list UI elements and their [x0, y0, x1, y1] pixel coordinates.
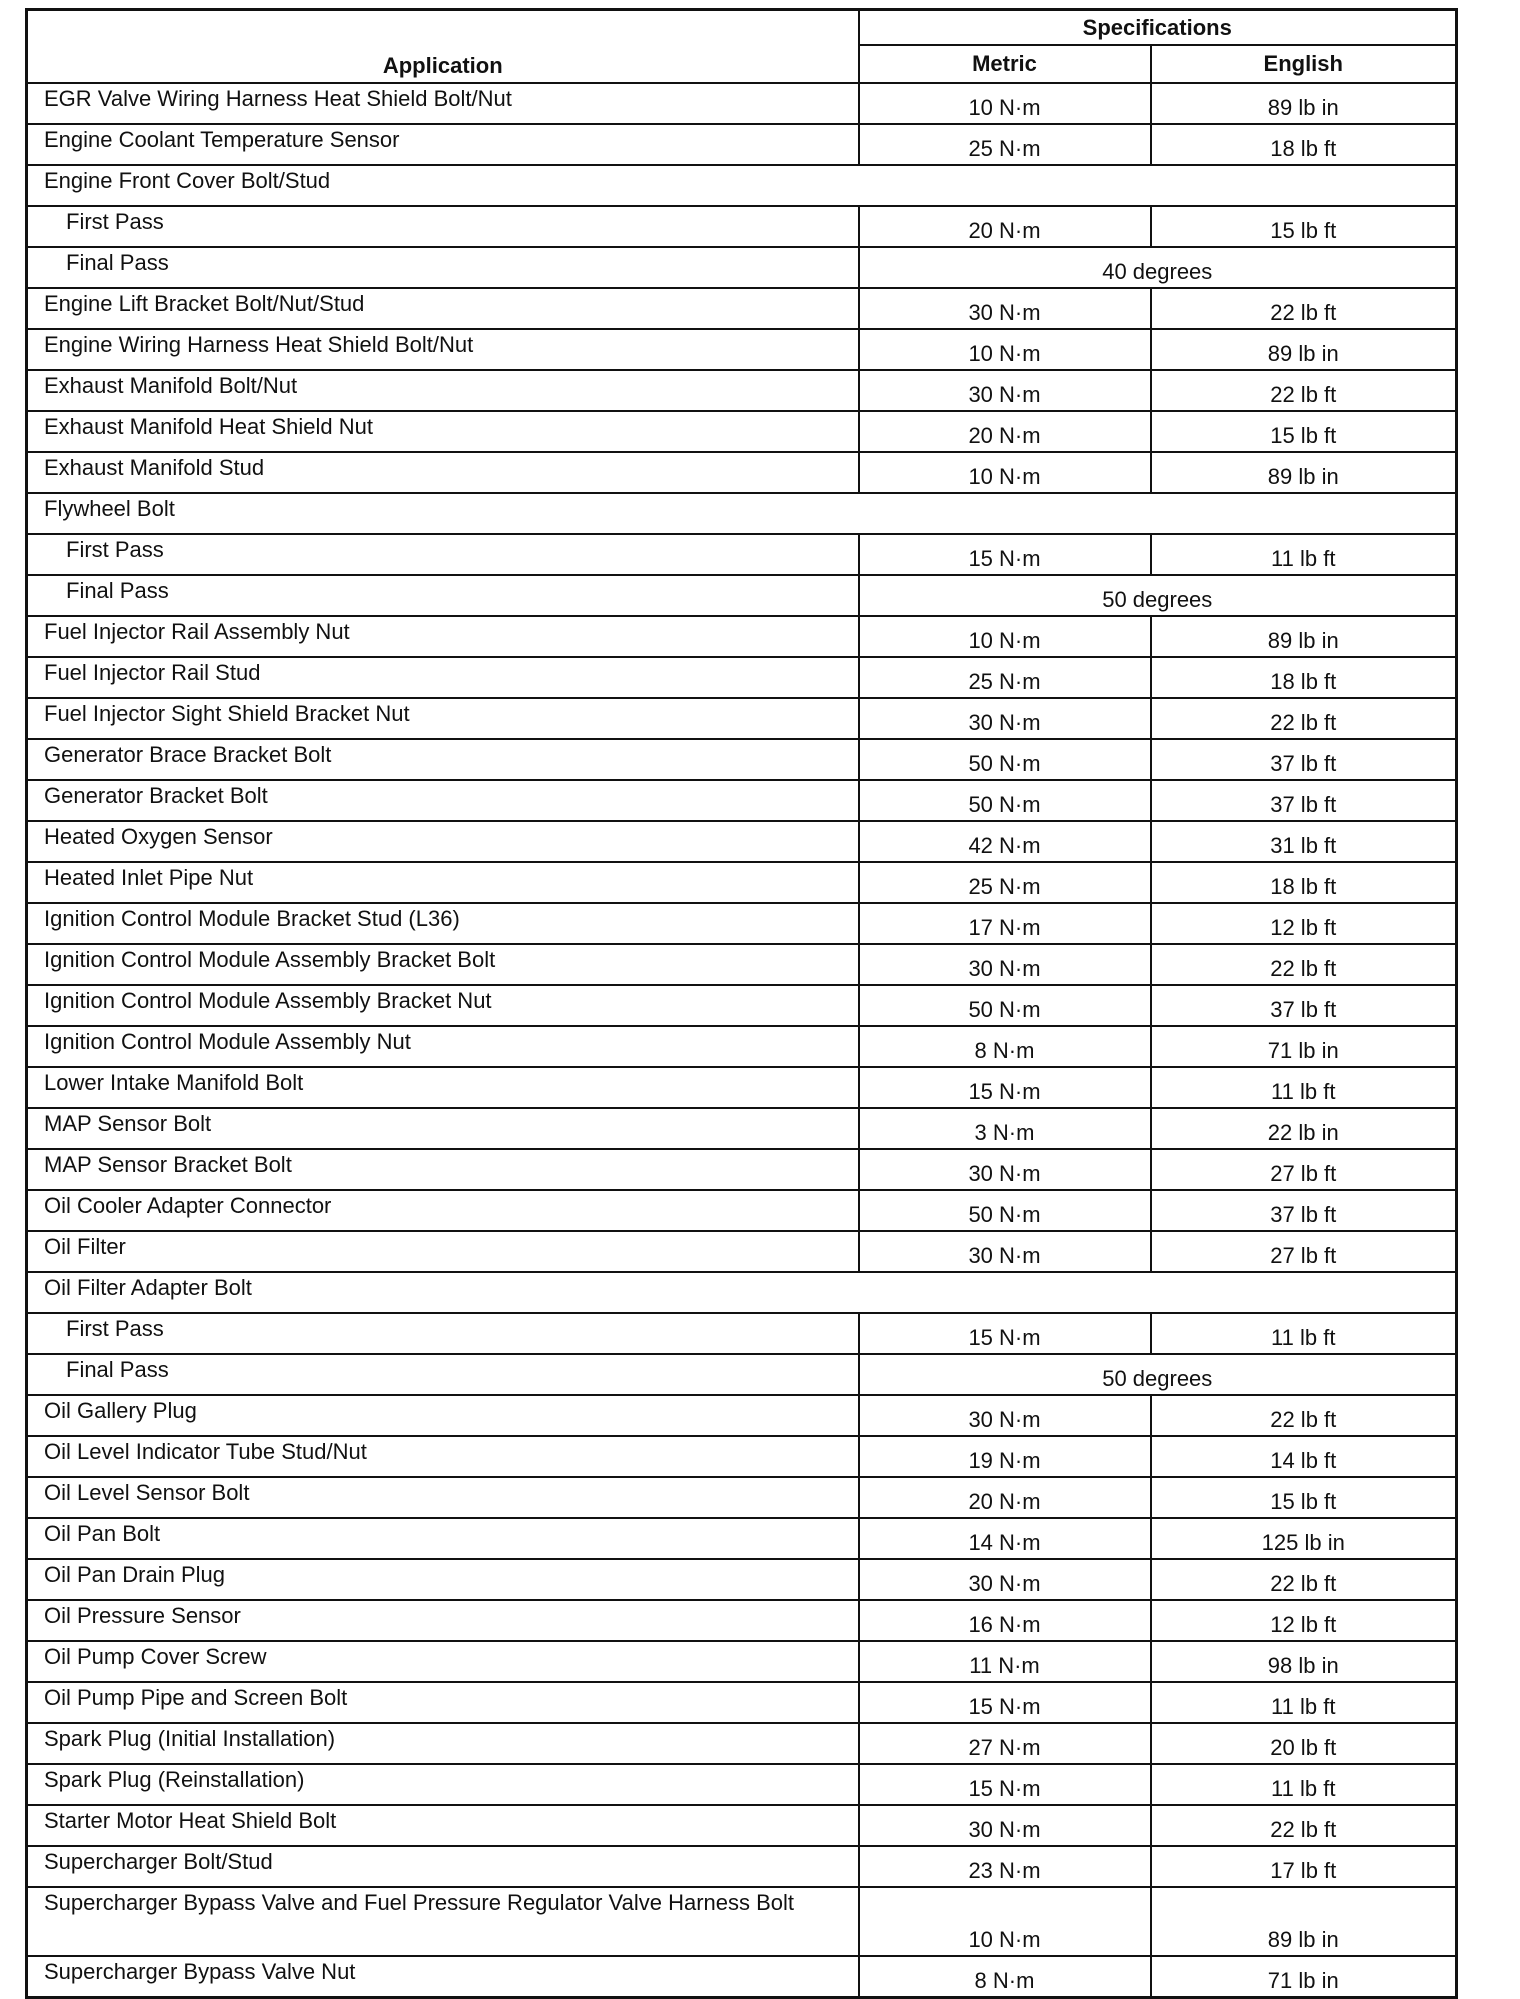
metric-cell: 10 N·m: [859, 616, 1151, 657]
application-cell: Oil Pump Cover Screw: [27, 1641, 859, 1682]
table-row: [27, 1354, 1457, 1395]
metric-cell: 20 N·m: [859, 1477, 1151, 1518]
table-row: [27, 1682, 1457, 1723]
metric-cell: 30 N·m: [859, 1559, 1151, 1600]
table-header: [27, 10, 1457, 84]
english-header: English: [1151, 45, 1457, 83]
specifications-header: Specifications: [859, 10, 1457, 46]
table-row: [27, 1518, 1457, 1559]
torque-spec-table: [25, 8, 1458, 1999]
spec-span-cell: 40 degrees: [859, 247, 1457, 288]
application-cell: Oil Pan Bolt: [27, 1518, 859, 1559]
application-cell: Ignition Control Module Bracket Stud (L36): [27, 903, 859, 944]
table-row: [27, 1395, 1457, 1436]
table-row: [27, 1436, 1457, 1477]
table-row: [27, 1723, 1457, 1764]
application-cell: Ignition Control Module Assembly Bracket Nut: [27, 985, 859, 1026]
application-cell: Engine Lift Bracket Bolt/Nut/Stud: [27, 288, 859, 329]
english-cell: 18 lb ft: [1151, 124, 1457, 165]
table-row: [27, 124, 1457, 165]
table-row: [27, 1026, 1457, 1067]
table-row: [27, 1641, 1457, 1682]
application-cell: Fuel Injector Sight Shield Bracket Nut: [27, 698, 859, 739]
english-cell: 37 lb ft: [1151, 985, 1457, 1026]
application-cell: Final Pass: [27, 575, 859, 616]
application-cell: Ignition Control Module Assembly Bracket Bolt: [27, 944, 859, 985]
english-cell: 18 lb ft: [1151, 862, 1457, 903]
application-cell: Generator Brace Bracket Bolt: [27, 739, 859, 780]
metric-cell: 30 N·m: [859, 698, 1151, 739]
table-row: [27, 821, 1457, 862]
english-cell: 89 lb in: [1151, 329, 1457, 370]
metric-cell: 50 N·m: [859, 739, 1151, 780]
english-cell: 37 lb ft: [1151, 1190, 1457, 1231]
application-cell: Oil Gallery Plug: [27, 1395, 859, 1436]
metric-cell: 50 N·m: [859, 1190, 1151, 1231]
metric-cell: 25 N·m: [859, 657, 1151, 698]
english-cell: 11 lb ft: [1151, 1067, 1457, 1108]
group-label: Flywheel Bolt: [27, 493, 1457, 534]
table-row: [27, 1559, 1457, 1600]
metric-cell: 30 N·m: [859, 1395, 1151, 1436]
metric-cell: 8 N·m: [859, 1956, 1151, 1998]
application-cell: Exhaust Manifold Stud: [27, 452, 859, 493]
english-cell: 98 lb in: [1151, 1641, 1457, 1682]
english-cell: 22 lb ft: [1151, 698, 1457, 739]
table-row: [27, 944, 1457, 985]
english-cell: 89 lb in: [1151, 83, 1457, 124]
table-row: [27, 206, 1457, 247]
english-cell: 31 lb ft: [1151, 821, 1457, 862]
metric-cell: 14 N·m: [859, 1518, 1151, 1559]
table-row: [27, 534, 1457, 575]
group-label: Oil Filter Adapter Bolt: [27, 1272, 1457, 1313]
application-cell: MAP Sensor Bolt: [27, 1108, 859, 1149]
english-cell: 15 lb ft: [1151, 206, 1457, 247]
table-row: [27, 1956, 1457, 1998]
application-cell: Spark Plug (Reinstallation): [27, 1764, 859, 1805]
table-row: [27, 452, 1457, 493]
english-cell: 27 lb ft: [1151, 1231, 1457, 1272]
english-cell: 11 lb ft: [1151, 534, 1457, 575]
table-row: [27, 862, 1457, 903]
table-row: [27, 1231, 1457, 1272]
application-cell: First Pass: [27, 534, 859, 575]
application-cell: Oil Pressure Sensor: [27, 1600, 859, 1641]
metric-cell: 42 N·m: [859, 821, 1151, 862]
table-row: [27, 985, 1457, 1026]
metric-cell: 10 N·m: [859, 1887, 1151, 1956]
table-row: [27, 1313, 1457, 1354]
metric-cell: 19 N·m: [859, 1436, 1151, 1477]
table-row: [27, 698, 1457, 739]
english-cell: 15 lb ft: [1151, 411, 1457, 452]
english-cell: 89 lb in: [1151, 452, 1457, 493]
spec-span-cell: 50 degrees: [859, 1354, 1457, 1395]
metric-cell: 3 N·m: [859, 1108, 1151, 1149]
english-cell: 20 lb ft: [1151, 1723, 1457, 1764]
application-cell: EGR Valve Wiring Harness Heat Shield Bolt/Nut: [27, 83, 859, 124]
application-cell: Lower Intake Manifold Bolt: [27, 1067, 859, 1108]
english-cell: 15 lb ft: [1151, 1477, 1457, 1518]
table-row: [27, 165, 1457, 206]
application-cell: Final Pass: [27, 247, 859, 288]
metric-cell: 30 N·m: [859, 1149, 1151, 1190]
metric-cell: 8 N·m: [859, 1026, 1151, 1067]
application-cell: Oil Cooler Adapter Connector: [27, 1190, 859, 1231]
metric-cell: 15 N·m: [859, 1067, 1151, 1108]
table-row: [27, 1477, 1457, 1518]
application-cell: First Pass: [27, 1313, 859, 1354]
application-cell: Exhaust Manifold Heat Shield Nut: [27, 411, 859, 452]
metric-cell: 30 N·m: [859, 1805, 1151, 1846]
metric-cell: 23 N·m: [859, 1846, 1151, 1887]
application-header: Application: [27, 10, 859, 84]
table-row: [27, 247, 1457, 288]
application-cell: Ignition Control Module Assembly Nut: [27, 1026, 859, 1067]
application-cell: Oil Pan Drain Plug: [27, 1559, 859, 1600]
english-cell: 12 lb ft: [1151, 903, 1457, 944]
english-cell: 71 lb in: [1151, 1026, 1457, 1067]
table-row: [27, 1190, 1457, 1231]
spec-span-cell: 50 degrees: [859, 575, 1457, 616]
english-cell: 37 lb ft: [1151, 739, 1457, 780]
metric-cell: 11 N·m: [859, 1641, 1151, 1682]
english-cell: 22 lb ft: [1151, 288, 1457, 329]
metric-cell: 10 N·m: [859, 452, 1151, 493]
metric-cell: 50 N·m: [859, 985, 1151, 1026]
table-row: [27, 370, 1457, 411]
english-cell: 125 lb in: [1151, 1518, 1457, 1559]
application-cell: Oil Level Sensor Bolt: [27, 1477, 859, 1518]
metric-cell: 30 N·m: [859, 1231, 1151, 1272]
table-row: [27, 493, 1457, 534]
application-cell: Fuel Injector Rail Stud: [27, 657, 859, 698]
table-row: [27, 575, 1457, 616]
table-row: [27, 288, 1457, 329]
english-cell: 27 lb ft: [1151, 1149, 1457, 1190]
english-cell: 22 lb ft: [1151, 370, 1457, 411]
metric-cell: 50 N·m: [859, 780, 1151, 821]
metric-cell: 16 N·m: [859, 1600, 1151, 1641]
metric-cell: 25 N·m: [859, 124, 1151, 165]
english-cell: 17 lb ft: [1151, 1846, 1457, 1887]
metric-header: Metric: [859, 45, 1151, 83]
metric-cell: 17 N·m: [859, 903, 1151, 944]
metric-cell: 30 N·m: [859, 288, 1151, 329]
application-cell: Supercharger Bypass Valve and Fuel Pressure Regulator Valve Harness Bolt: [27, 1887, 859, 1956]
metric-cell: 30 N·m: [859, 370, 1151, 411]
metric-cell: 27 N·m: [859, 1723, 1151, 1764]
english-cell: 37 lb ft: [1151, 780, 1457, 821]
application-cell: Oil Pump Pipe and Screen Bolt: [27, 1682, 859, 1723]
english-cell: 89 lb in: [1151, 616, 1457, 657]
metric-cell: 15 N·m: [859, 1764, 1151, 1805]
application-cell: MAP Sensor Bracket Bolt: [27, 1149, 859, 1190]
english-cell: 22 lb ft: [1151, 1805, 1457, 1846]
application-cell: Final Pass: [27, 1354, 859, 1395]
application-cell: Heated Oxygen Sensor: [27, 821, 859, 862]
application-cell: Supercharger Bypass Valve Nut: [27, 1956, 859, 1998]
english-cell: 11 lb ft: [1151, 1682, 1457, 1723]
application-cell: Engine Coolant Temperature Sensor: [27, 124, 859, 165]
application-cell: Supercharger Bolt/Stud: [27, 1846, 859, 1887]
group-label: Engine Front Cover Bolt/Stud: [27, 165, 1457, 206]
application-cell: Exhaust Manifold Bolt/Nut: [27, 370, 859, 411]
application-cell: Starter Motor Heat Shield Bolt: [27, 1805, 859, 1846]
application-cell: Oil Filter: [27, 1231, 859, 1272]
metric-cell: 10 N·m: [859, 329, 1151, 370]
application-cell: Spark Plug (Initial Installation): [27, 1723, 859, 1764]
english-cell: 11 lb ft: [1151, 1313, 1457, 1354]
metric-cell: 30 N·m: [859, 944, 1151, 985]
metric-cell: 20 N·m: [859, 206, 1151, 247]
english-cell: 22 lb ft: [1151, 1395, 1457, 1436]
table-row: [27, 780, 1457, 821]
application-cell: Fuel Injector Rail Assembly Nut: [27, 616, 859, 657]
table-row: [27, 1887, 1457, 1956]
metric-cell: 20 N·m: [859, 411, 1151, 452]
table-row: [27, 616, 1457, 657]
table-row: [27, 1846, 1457, 1887]
english-cell: 14 lb ft: [1151, 1436, 1457, 1477]
metric-cell: 15 N·m: [859, 534, 1151, 575]
table-row: [27, 329, 1457, 370]
application-cell: Heated Inlet Pipe Nut: [27, 862, 859, 903]
table-row: [27, 1108, 1457, 1149]
table-row: [27, 739, 1457, 780]
table-row: [27, 411, 1457, 452]
application-cell: Oil Level Indicator Tube Stud/Nut: [27, 1436, 859, 1477]
english-cell: 11 lb ft: [1151, 1764, 1457, 1805]
english-cell: 18 lb ft: [1151, 657, 1457, 698]
table-row: [27, 1805, 1457, 1846]
application-cell: Engine Wiring Harness Heat Shield Bolt/Nut: [27, 329, 859, 370]
table-row: [27, 1764, 1457, 1805]
metric-cell: 25 N·m: [859, 862, 1151, 903]
table-row: [27, 1067, 1457, 1108]
table-row: [27, 1149, 1457, 1190]
table-row: [27, 657, 1457, 698]
english-cell: 22 lb ft: [1151, 1559, 1457, 1600]
metric-cell: 15 N·m: [859, 1682, 1151, 1723]
metric-cell: 10 N·m: [859, 83, 1151, 124]
application-cell: Generator Bracket Bolt: [27, 780, 859, 821]
table-row: [27, 903, 1457, 944]
english-cell: 12 lb ft: [1151, 1600, 1457, 1641]
english-cell: 71 lb in: [1151, 1956, 1457, 1998]
english-cell: 89 lb in: [1151, 1887, 1457, 1956]
english-cell: 22 lb ft: [1151, 944, 1457, 985]
table-body: [27, 83, 1457, 1998]
english-cell: 22 lb in: [1151, 1108, 1457, 1149]
metric-cell: 15 N·m: [859, 1313, 1151, 1354]
table-row: [27, 1600, 1457, 1641]
table-row: [27, 1272, 1457, 1313]
application-cell: First Pass: [27, 206, 859, 247]
table-row: [27, 83, 1457, 124]
